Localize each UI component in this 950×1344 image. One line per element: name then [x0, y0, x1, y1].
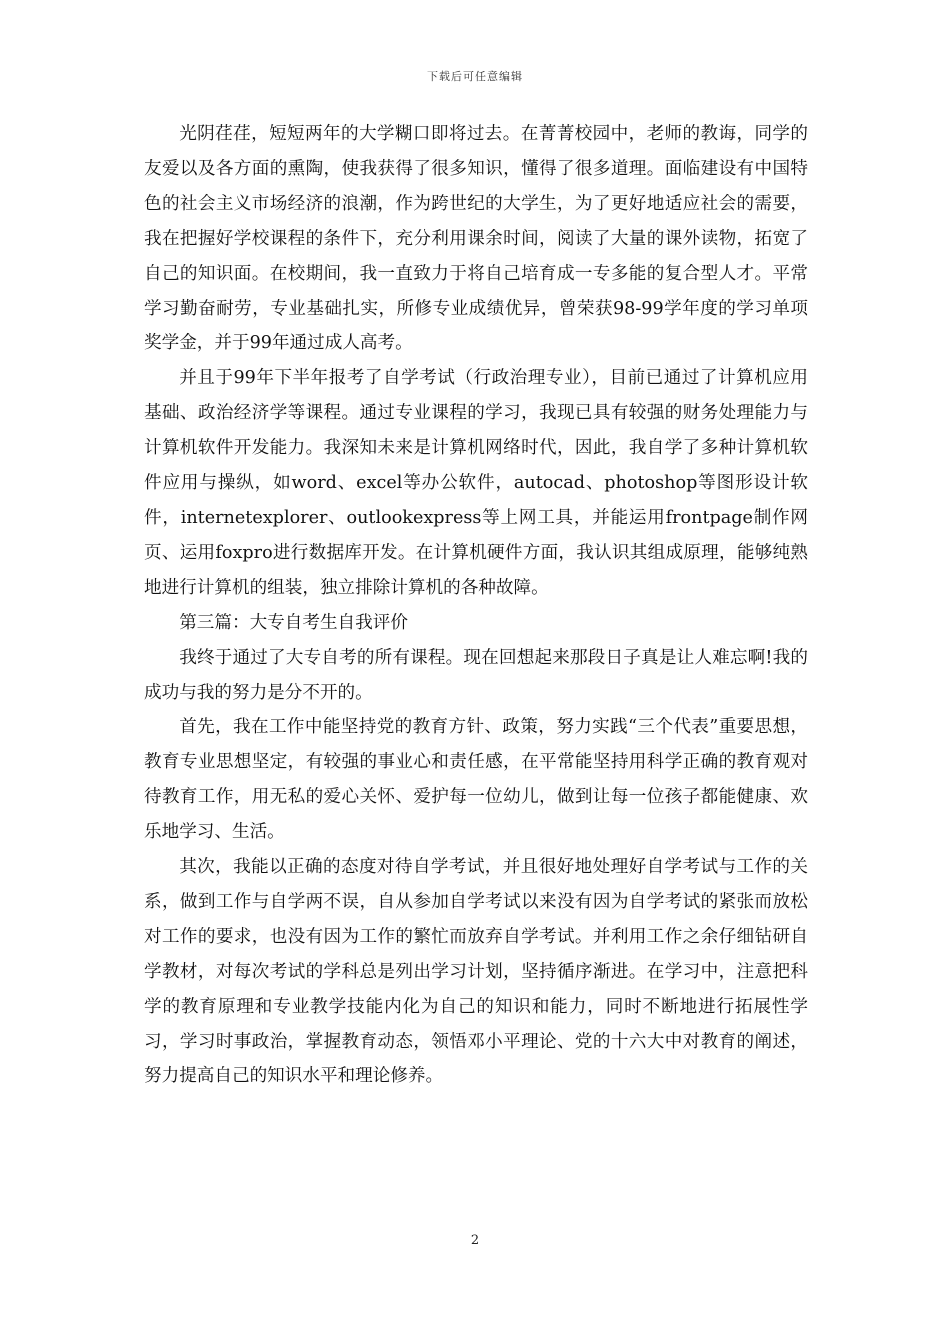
page-number: 2	[470, 1233, 480, 1248]
paragraph-study-attitude: 其次，我能以正确的态度对待自学考试，并且很好地处理好自学考试与工作的关系，做到工作与自学两不误，自从参加自学考试以来没有因为自学考试的紧张而放松对工作的要求，也没有因为工作的繁忙而放弃自学考试。并利用工作之余仔细钻研自学教材，对每次考试的学科总是列出学习计划，坚持循序渐进。在学习中，注意把科学的教育原理和专业教学技能内化为自己的知识和能力，同时不断地进行拓展性学习，学习时事政治，掌握教育动态，领悟邓小平理论、党的十六大中对教育的阐述，努力提高自己的知识水平和理论修养。	[144, 857, 808, 1087]
paragraph-college-life: 光阴荏荏，短短两年的大学糊口即将过去。在菁菁校园中，老师的教诲，同学的友爱以及各方面的熏陶，使我获得了很多知识，懂得了很多道理。面临建设有中国特色的社会主义市场经济的浪潮，作为跨世纪的大学生，为了更好地适应社会的需要，我在把握好学校课程的条件下，充分利用课余时间，阅读了大量的课外读物，拓宽了自己的知识面。在校期间，我一直致力于将自己培育成一专多能的复合型人才。平常学习勤奋耐劳，专业基础扎实，所修专业成绩优异，曾荣获98-99学年度的学习单项奖学金，并于99年通过成人高考。	[144, 124, 808, 354]
paragraph-completed-courses: 我终于通过了大专自考的所有课程。现在回想起来那段日子真是让人难忘啊!我的成功与我的努力是分不开的。	[144, 647, 808, 703]
paragraph-work-attitude: 首先，我在工作中能坚持党的教育方针、政策，努力实践“三个代表”重要思想，教育专业思想坚定，有较强的事业心和责任感，在平常能坚持用科学正确的教育观对待教育工作，用无私的爱心关怀、爱护每一位幼儿，做到让每一位孩子都能健康、欢乐地学习、生活。	[144, 717, 808, 843]
section-heading: 第三篇：大专自考生自我评价	[179, 612, 408, 633]
page-header: 下载后可任意编辑	[427, 70, 523, 83]
paragraph-self-study-computing: 并且于99年下半年报考了自学考试（行政治理专业），目前已通过了计算机应用基础、政治经济学等课程。通过专业课程的学习，我现已具有较强的财务处理能力与计算机软件开发能力。我深知未来是计算机网络时代，因此，我自学了多种计算机软件应用与操纵，如word、excel等办公软件，autocad、photoshop等图形设计软件，internetexplorer、outlookexpress等上网工具，并能运用frontpage制作网页、运用foxpro进行数据库开发。在计算机硬件方面，我认识其组成原理，能够纯熟地进行计算机的组装，独立排除计算机的各种故障。	[144, 368, 808, 598]
document-body	[144, 117, 808, 1094]
